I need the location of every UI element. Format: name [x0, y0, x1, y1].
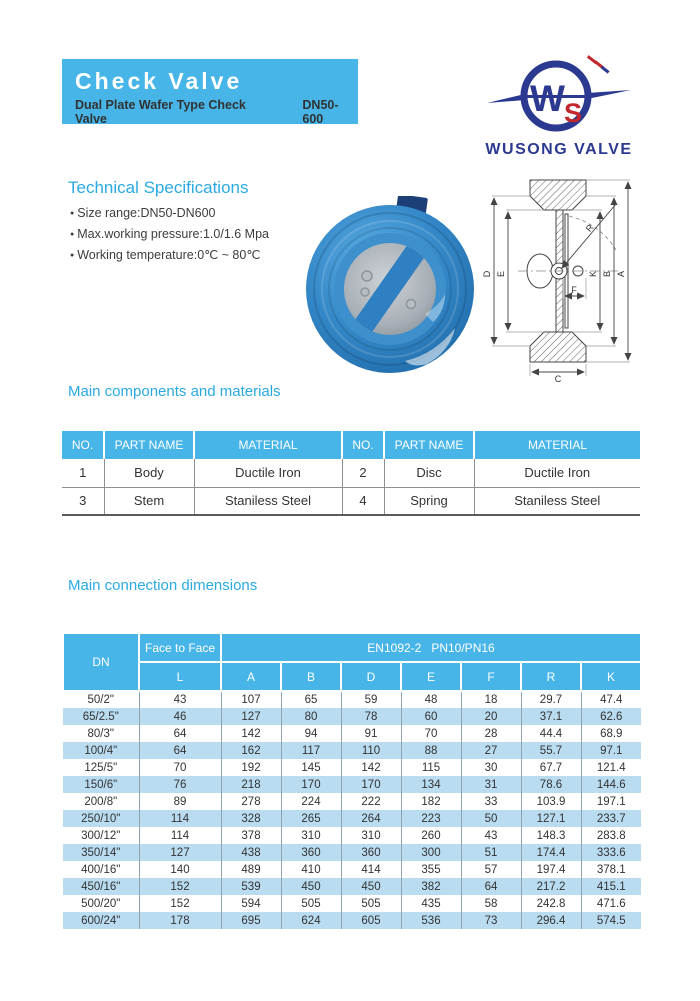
dimensions-row-cell: 333.6: [581, 844, 641, 861]
components-heading: Main components and materials: [68, 383, 281, 400]
dimensions-row-cell: 250/10": [63, 810, 139, 827]
dimensions-row-cell: 174.4: [521, 844, 581, 861]
dimensions-row-cell: 278: [221, 793, 281, 810]
dimensions-row-cell: 400/16": [63, 861, 139, 878]
dimensions-row: [63, 742, 641, 759]
dimensions-row-cell: 260: [401, 827, 461, 844]
dimensions-row-cell: 127: [139, 844, 221, 861]
dimensions-row-cell: 264: [341, 810, 401, 827]
dimensions-row-cell: 360: [341, 844, 401, 861]
dimensions-row-cell: 65/2.5": [63, 708, 139, 725]
dimensions-row-cell: 68.9: [581, 725, 641, 742]
spec-bullet: ● Working temperature:0℃ ~ 80℃: [70, 245, 269, 266]
dimensions-row-cell: 600/24": [63, 912, 139, 929]
dimensions-row: [63, 759, 641, 776]
col-r: R: [521, 662, 581, 691]
dimensions-row-cell: 144.6: [581, 776, 641, 793]
dimensions-row-cell: 30: [461, 759, 521, 776]
dimensions-row-cell: 218: [221, 776, 281, 793]
dimensions-row-cell: 182: [401, 793, 461, 810]
dimensions-row-cell: 197.4: [521, 861, 581, 878]
dimensions-row-cell: 300: [401, 844, 461, 861]
dimensions-row: [63, 827, 641, 844]
dimensions-row-cell: 500/20": [63, 895, 139, 912]
dimensions-row-cell: 31: [461, 776, 521, 793]
dimensions-row-cell: 50/2": [63, 691, 139, 708]
dim-label-b: B: [602, 270, 612, 278]
dimensions-row: [63, 878, 641, 895]
dimensions-row-cell: 360: [281, 844, 341, 861]
dim-label-d: D: [482, 270, 492, 278]
dimensions-row-cell: 107: [221, 691, 281, 708]
dimensions-row-cell: 162: [221, 742, 281, 759]
dim-label-e: E: [496, 270, 506, 278]
dim-label-c: C: [554, 374, 562, 384]
dimensions-row-cell: 100/4": [63, 742, 139, 759]
dimensions-row-cell: 142: [221, 725, 281, 742]
logo-letter-w: W: [530, 78, 565, 119]
dimensions-row: [63, 844, 641, 861]
dimensions-row: [63, 810, 641, 827]
dimensions-row-cell: 110: [341, 742, 401, 759]
dimensions-row-cell: 67.7: [521, 759, 581, 776]
dimensions-row-cell: 43: [139, 691, 221, 708]
dimensions-row-cell: 170: [341, 776, 401, 793]
col-material-2: MATERIAL: [474, 431, 640, 459]
dimensions-row-cell: 127.1: [521, 810, 581, 827]
dimensions-row-cell: 94: [281, 725, 341, 742]
dimensions-row: [63, 691, 641, 708]
valve-photo: [305, 196, 475, 374]
dimensions-row: [63, 912, 641, 929]
dimensions-row: [63, 725, 641, 742]
logo-right-wing-icon: [587, 90, 631, 99]
col-e: E: [401, 662, 461, 691]
components-row-cell: 3: [62, 487, 104, 515]
dimensions-row-cell: 605: [341, 912, 401, 929]
dimensions-row-cell: 70: [401, 725, 461, 742]
dimensions-table: [62, 632, 642, 929]
company-logo: [483, 50, 635, 160]
dimensions-row-cell: 50: [461, 810, 521, 827]
tech-specs-heading: Technical Specifications: [68, 178, 249, 197]
dimensions-row-cell: 217.2: [521, 878, 581, 895]
dimensions-row-cell: 242.8: [521, 895, 581, 912]
dimensions-row-cell: 58: [461, 895, 521, 912]
dimensions-row-cell: 60: [401, 708, 461, 725]
components-row-cell: 1: [62, 459, 104, 487]
dimensions-row-cell: 134: [401, 776, 461, 793]
col-d: D: [341, 662, 401, 691]
components-row-cell: Stem: [104, 487, 194, 515]
dimensions-row-cell: 378: [221, 827, 281, 844]
components-row-cell: Disc: [384, 459, 474, 487]
components-row-cell: Staniless Steel: [474, 487, 640, 515]
dimensions-row: [63, 793, 641, 810]
col-b: B: [281, 662, 341, 691]
dimensions-row-cell: 300/12": [63, 827, 139, 844]
dimensions-row-cell: 142: [341, 759, 401, 776]
dimensions-row-cell: 91: [341, 725, 401, 742]
dimensions-row-cell: 471.6: [581, 895, 641, 912]
dimensions-row: [63, 708, 641, 725]
components-row-cell: Ductile Iron: [474, 459, 640, 487]
dimensions-row-cell: 88: [401, 742, 461, 759]
dimensions-row-cell: 200/8": [63, 793, 139, 810]
dimensions-row-cell: 170: [281, 776, 341, 793]
dimensions-row-cell: 20: [461, 708, 521, 725]
dimensions-row-cell: 223: [401, 810, 461, 827]
dimensions-row-cell: 450: [341, 878, 401, 895]
dimensions-row-cell: 695: [221, 912, 281, 929]
dimensions-row-cell: 114: [139, 827, 221, 844]
components-row-cell: Ductile Iron: [194, 459, 342, 487]
dimensions-row-cell: 505: [281, 895, 341, 912]
product-subtitle-row: [75, 98, 358, 126]
col-f: F: [461, 662, 521, 691]
dimensions-row-cell: 44.4: [521, 725, 581, 742]
product-subtitle: Dual Plate Wafer Type Check Valve: [75, 98, 246, 126]
col-dn: DN: [63, 633, 139, 691]
dimensions-row-cell: 382: [401, 878, 461, 895]
dimensions-row-cell: 55.7: [521, 742, 581, 759]
dimensions-row-cell: 115: [401, 759, 461, 776]
dimensions-row-cell: 33: [461, 793, 521, 810]
dimensions-body: [63, 691, 641, 929]
dimensions-row-cell: 28: [461, 725, 521, 742]
dimensions-row-cell: 450/16": [63, 878, 139, 895]
dimensions-row-cell: 47.4: [581, 691, 641, 708]
dimensions-row-cell: 121.4: [581, 759, 641, 776]
dimensions-row-cell: 152: [139, 895, 221, 912]
dimensions-row: [63, 895, 641, 912]
dimensions-row-cell: 224: [281, 793, 341, 810]
dimensions-row-cell: 415.1: [581, 878, 641, 895]
components-row: [62, 487, 640, 515]
dimensions-row-cell: 76: [139, 776, 221, 793]
dimensions-row-cell: 410: [281, 861, 341, 878]
col-l: L: [139, 662, 221, 691]
components-row-cell: Spring: [384, 487, 474, 515]
dimensions-row-cell: 152: [139, 878, 221, 895]
dimensions-row: [63, 776, 641, 793]
dimensions-row-cell: 192: [221, 759, 281, 776]
col-no-1: NO.: [62, 431, 104, 459]
dimensions-row-cell: 265: [281, 810, 341, 827]
dimensions-header-row-2: [63, 662, 641, 691]
dimensions-row-cell: 64: [139, 742, 221, 759]
dimensions-row-cell: 80/3": [63, 725, 139, 742]
dimensions-row-cell: 355: [401, 861, 461, 878]
components-row: [62, 459, 640, 487]
col-part-name-2: PART NAME: [384, 431, 474, 459]
dimensions-row-cell: 70: [139, 759, 221, 776]
dimensions-row-cell: 178: [139, 912, 221, 929]
dimensions-row-cell: 78.6: [521, 776, 581, 793]
dimensions-row-cell: 283.8: [581, 827, 641, 844]
dimensions-row-cell: 197.1: [581, 793, 641, 810]
dimensions-row-cell: 435: [401, 895, 461, 912]
brand-name: WUSONG VALVE: [485, 141, 633, 158]
components-table: [62, 431, 640, 516]
dimensions-row-cell: 64: [139, 725, 221, 742]
col-part-name-1: PART NAME: [104, 431, 194, 459]
dim-label-a: A: [616, 270, 626, 278]
dimensions-row-cell: 539: [221, 878, 281, 895]
col-k: K: [581, 662, 641, 691]
dimensions-row-cell: 64: [461, 878, 521, 895]
dimensions-row-cell: 73: [461, 912, 521, 929]
components-header-row: [62, 431, 640, 459]
dimensions-row-cell: 536: [401, 912, 461, 929]
dimensions-row-cell: 117: [281, 742, 341, 759]
dimensions-row-cell: 296.4: [521, 912, 581, 929]
dimensions-row-cell: 43: [461, 827, 521, 844]
col-a: A: [221, 662, 281, 691]
dimensions-row-cell: 310: [341, 827, 401, 844]
dimensions-row-cell: 310: [281, 827, 341, 844]
logo-letter-s: S: [564, 98, 583, 128]
dimensions-row-cell: 489: [221, 861, 281, 878]
dimensions-row-cell: 46: [139, 708, 221, 725]
dim-label-r: R: [583, 222, 596, 234]
dimensions-row-cell: 51: [461, 844, 521, 861]
dimensions-row-cell: 103.9: [521, 793, 581, 810]
components-row-cell: 4: [342, 487, 384, 515]
dimensions-row-cell: 18: [461, 691, 521, 708]
dimensions-row: [63, 861, 641, 878]
dimensions-row-cell: 27: [461, 742, 521, 759]
dimensions-row-cell: 450: [281, 878, 341, 895]
dimensions-row-cell: 378.1: [581, 861, 641, 878]
spec-bullet: ● Size range:DN50-DN600: [70, 203, 269, 224]
dimensions-row-cell: 328: [221, 810, 281, 827]
dimensions-heading: Main connection dimensions: [68, 577, 258, 594]
dimensions-row-cell: 37.1: [521, 708, 581, 725]
col-standard: EN1092-2 PN10/PN16: [221, 633, 641, 662]
product-title: Check Valve: [75, 68, 243, 94]
dimensions-row-cell: 59: [341, 691, 401, 708]
components-body: [62, 459, 640, 515]
dimensions-row-cell: 145: [281, 759, 341, 776]
dimensions-row-cell: 48: [401, 691, 461, 708]
technical-drawing: [468, 166, 640, 384]
dim-label-f: F: [571, 285, 577, 295]
spec-list: [70, 203, 269, 266]
dimensions-row-cell: 80: [281, 708, 341, 725]
dimensions-row-cell: 78: [341, 708, 401, 725]
dimensions-row-cell: 350/14": [63, 844, 139, 861]
dimensions-row-cell: 222: [341, 793, 401, 810]
dimensions-row-cell: 125/5": [63, 759, 139, 776]
col-material-1: MATERIAL: [194, 431, 342, 459]
dimensions-row-cell: 438: [221, 844, 281, 861]
dimensions-header-row-1: [63, 633, 641, 662]
dimensions-row-cell: 140: [139, 861, 221, 878]
col-no-2: NO.: [342, 431, 384, 459]
dimensions-row-cell: 233.7: [581, 810, 641, 827]
dimensions-row-cell: 97.1: [581, 742, 641, 759]
header-banner: [62, 59, 358, 124]
dimensions-row-cell: 62.6: [581, 708, 641, 725]
dim-label-k: K: [588, 270, 598, 278]
dn-range: DN50-600: [302, 98, 339, 126]
dimensions-row-cell: 89: [139, 793, 221, 810]
components-row-cell: Staniless Steel: [194, 487, 342, 515]
dimensions-row-cell: 57: [461, 861, 521, 878]
dimensions-row-cell: 29.7: [521, 691, 581, 708]
components-row-cell: 2: [342, 459, 384, 487]
dimensions-row-cell: 65: [281, 691, 341, 708]
dimensions-row-cell: 505: [341, 895, 401, 912]
dimensions-row-cell: 594: [221, 895, 281, 912]
components-row-cell: Body: [104, 459, 194, 487]
logo-left-wing-icon: [487, 94, 525, 103]
dimensions-row-cell: 150/6": [63, 776, 139, 793]
dimensions-row-cell: 414: [341, 861, 401, 878]
logo-speed-dashes-icon: [587, 55, 610, 74]
dimensions-row-cell: 114: [139, 810, 221, 827]
dimensions-row-cell: 148.3: [521, 827, 581, 844]
spec-bullet: ● Max.working pressure:1.0/1.6 Mpa: [70, 224, 269, 245]
col-face-to-face: Face to Face: [139, 633, 221, 662]
dimensions-row-cell: 127: [221, 708, 281, 725]
dimensions-row-cell: 574.5: [581, 912, 641, 929]
dimensions-row-cell: 624: [281, 912, 341, 929]
